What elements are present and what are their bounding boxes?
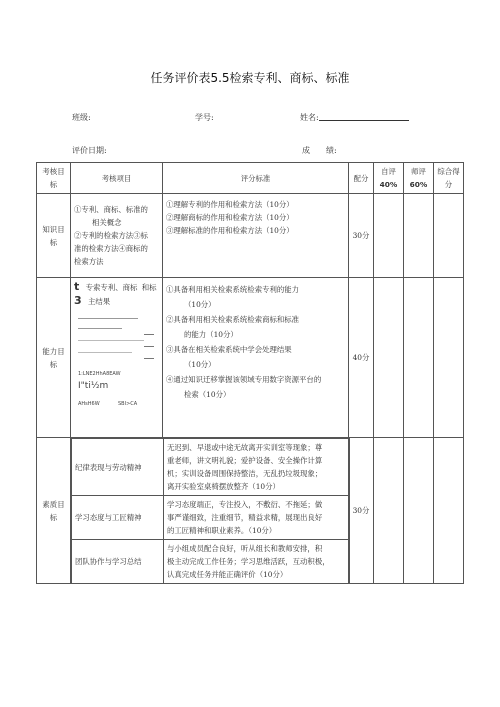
literacy-item: 团队协作与学习总结 xyxy=(72,540,164,584)
header-points: 配分 xyxy=(349,163,374,194)
class-label: 班级: xyxy=(72,113,91,122)
literacy-target: 素质目标 xyxy=(37,438,71,584)
name-blank-line[interactable] xyxy=(319,112,409,121)
literacy-subtable-cell xyxy=(71,438,349,584)
ability-item-tail: 和标 xyxy=(141,283,157,292)
page-title: 任务评价表5.5检索专利、商标、标准 xyxy=(150,71,350,85)
knowledge-target: 知识目标 xyxy=(37,194,71,278)
knowledge-item-line: ②专利的检索方法③标 xyxy=(74,231,148,240)
date-label: 评价日期: xyxy=(72,146,107,155)
ability-item-line2: 主结果 xyxy=(88,297,111,306)
literacy-item: 学习态度与工匠精神 xyxy=(72,496,164,540)
literacy-criterion: 的工匠精神和职业素养。（10分） xyxy=(167,526,277,535)
thumb-text: SBI>CA xyxy=(118,401,138,407)
header-item: 考核项目 xyxy=(71,163,163,194)
ability-item-prefix: t xyxy=(74,280,80,293)
knowledge-item-line: ①专利、商标、标准的 xyxy=(74,205,148,214)
thumb-text: 1:LNE2HhA8EAW xyxy=(78,371,121,377)
self-eval-weight: 40% xyxy=(379,180,398,189)
ability-items xyxy=(71,278,163,438)
ability-teacher-eval-cell[interactable] xyxy=(404,278,434,438)
literacy-criterion: 认真完成任务并能正确评价（10分） xyxy=(167,570,288,579)
ability-points: 40分 xyxy=(349,278,374,438)
ability-item-number: 3 xyxy=(74,294,82,307)
literacy-criterion: 重老师，讲文明礼貌；爱护设备、安全操作计算 xyxy=(167,456,323,465)
evaluation-table xyxy=(36,162,464,584)
knowledge-row xyxy=(37,194,464,278)
header-target: 考核目标 xyxy=(37,163,71,194)
ability-criterion: ④通过知识迁移掌握该领域专用数字资源平台的 xyxy=(166,375,322,384)
literacy-criteria xyxy=(164,439,350,496)
knowledge-item-line: 检索方法 xyxy=(74,257,104,266)
ability-total-cell[interactable] xyxy=(434,278,464,438)
literacy-criterion: 极主动完成工作任务；学习思维活跃，互动积极， xyxy=(167,557,330,566)
literacy-item: 纪律表现与劳动精神 xyxy=(72,439,164,496)
ability-target: 能力目标 xyxy=(37,278,71,438)
teacher-eval-weight: 60% xyxy=(409,180,428,189)
knowledge-criterion: ③理解标准的作用和检索方法（10分） xyxy=(166,226,294,235)
literacy-row xyxy=(37,438,464,584)
ability-criterion: ③具备在相关检索系统中学会处理结果 xyxy=(166,345,292,354)
self-eval-label: 自评 xyxy=(381,167,396,176)
ability-criterion: 的能力（10分） xyxy=(184,330,238,339)
knowledge-points: 30分 xyxy=(349,194,374,278)
thumb-text: AHsH6W xyxy=(78,401,100,407)
literacy-total-cell[interactable] xyxy=(434,438,464,584)
literacy-subrow xyxy=(72,439,350,496)
literacy-criterion: 无迟到、早退或中途无故离开实训室等现象；尊 xyxy=(167,443,323,452)
literacy-subtable xyxy=(71,438,350,583)
ability-criterion: （10分） xyxy=(184,360,216,369)
ability-criterion: （10分） xyxy=(184,300,216,309)
embedded-screenshot-thumbnail xyxy=(74,312,159,417)
knowledge-items xyxy=(71,194,163,278)
knowledge-total-cell[interactable] xyxy=(434,194,464,278)
literacy-subrow xyxy=(72,496,350,540)
literacy-subrow xyxy=(72,540,350,584)
knowledge-criteria xyxy=(163,194,349,278)
literacy-criterion: 机；实训设备周围保持整洁，无乱扔垃圾现象； xyxy=(167,469,323,478)
literacy-points: 30分 xyxy=(349,438,374,584)
literacy-criterion: 事严谨细致，注重细节，精益求精，展现出良好 xyxy=(167,513,323,522)
knowledge-criterion: ①理解专利的作用和检索方法（10分） xyxy=(166,200,294,209)
literacy-criterion: 离开实验室桌椅摆放整齐（10分） xyxy=(167,482,280,491)
literacy-criterion: 学习态度端正，专注投入，不敷衍、不拖延；做 xyxy=(167,500,323,509)
teacher-eval-label: 师评 xyxy=(411,167,426,176)
ability-criterion: ①具备利用相关检索系统检索专利的能力 xyxy=(166,285,300,294)
knowledge-criterion: ②理解商标的作用和检索方法（10分） xyxy=(166,213,294,222)
literacy-criteria xyxy=(164,540,350,584)
knowledge-teacher-eval-cell[interactable] xyxy=(404,194,434,278)
student-id-label: 学号: xyxy=(195,113,214,122)
literacy-criteria xyxy=(164,496,350,540)
ability-item-line1: 专索专利、商标 xyxy=(85,283,138,292)
literacy-self-eval-cell[interactable] xyxy=(374,438,404,584)
header-criteria: 评分标准 xyxy=(163,163,349,194)
header-self-eval xyxy=(374,163,404,194)
ability-row xyxy=(37,278,464,438)
header-row xyxy=(37,163,464,194)
ability-criterion: 检索（10分） xyxy=(184,390,231,399)
knowledge-item-line: 准的检索方法④商标的 xyxy=(74,244,148,253)
literacy-criterion: 与小组成员配合良好，听从组长和教师安排，积 xyxy=(167,544,323,553)
knowledge-item-line: 相关概念 xyxy=(92,218,122,227)
ability-criterion: ②具备利用相关检索系统检索商标和标准 xyxy=(166,315,300,324)
knowledge-self-eval-cell[interactable] xyxy=(374,194,404,278)
ability-self-eval-cell[interactable] xyxy=(374,278,404,438)
score-label: 成 绩: xyxy=(302,146,337,155)
thumb-text: I"ti½m xyxy=(78,381,109,391)
ability-criteria xyxy=(163,278,349,438)
header-total: 综合得分 xyxy=(434,163,464,194)
header-teacher-eval xyxy=(404,163,434,194)
literacy-teacher-eval-cell[interactable] xyxy=(404,438,434,584)
name-label: 姓名: xyxy=(300,113,319,122)
